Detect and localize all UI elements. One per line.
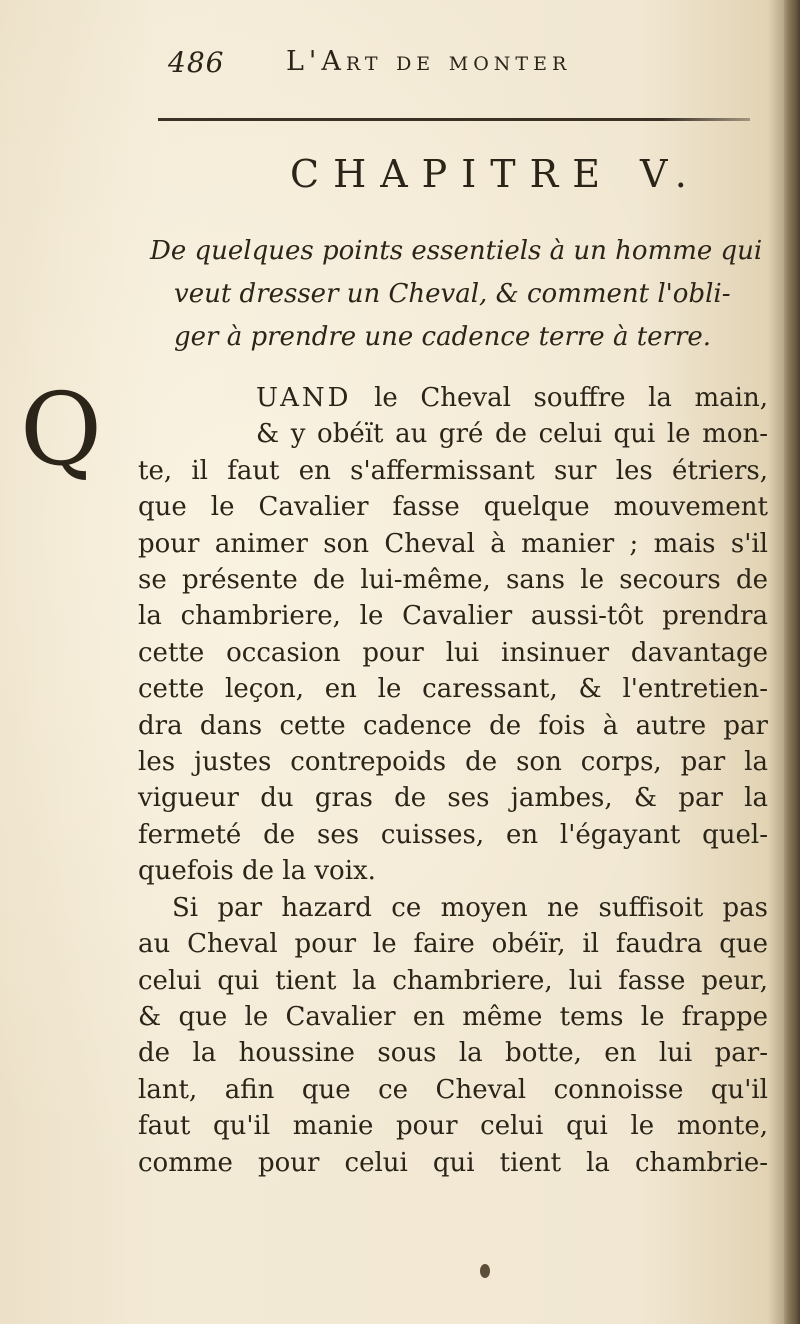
page-edge-shadow [784,0,800,1324]
summary-line: De quelques points essentiels à un homme qui [150,236,763,266]
text-line: la chambriere, le Cavalier aussi-tôt prendra [138,601,768,632]
body-text [138,380,768,1181]
running-head [160,42,680,92]
summary-line: veut dresser un Cheval, & comment l'obli- [174,279,731,309]
text-line: se présente de lui-même, sans le secours de [138,565,768,596]
text-line: que le Cavalier fasse quelque mouvement [138,492,768,523]
ornament-mark [480,1264,490,1278]
text-line: les justes contrepoids de son corps, par la [138,747,768,778]
drop-cap: Q [20,371,102,488]
first-word: UAND [256,383,352,413]
summary-line: ger à prendre une cadence terre à terre. [174,322,712,352]
text-line: cette leçon, en le caressant, & l'entretien- [138,674,768,705]
text-line: de la houssine sous la botte, en lui par- [138,1038,768,1069]
text-line: Si par hazard ce moyen ne suffisoit pas [172,892,768,923]
text-line: comme pour celui qui tient la chambrie- [138,1147,768,1178]
text-line: te, il faut en s'affermissant sur les étriers, [138,455,768,486]
text-line [138,380,768,416]
text-line: celui qui tient la chambriere, lui fasse peur, [138,965,768,996]
text-line: & y obéït au gré de celui qui le mon- [256,419,768,450]
text-line: faut qu'il manie pour celui qui le monte, [138,1111,768,1142]
text-line: quefois de la voix. [138,856,376,887]
text-line: fermeté de ses cuisses, en l'égayant quel- [138,819,768,850]
text-line: pour animer son Cheval à manier ; mais s'il [138,528,768,559]
text-line: & que le Cavalier en même tems le frappe [138,1001,768,1032]
text-line: cette occasion pour lui insinuer davantage [138,637,768,668]
chapter-summary [150,230,770,359]
book-title: L'Art de monter [286,46,572,77]
text-line: dra dans cette cadence de fois à autre par [138,710,768,741]
text-line: vigueur du gras de ses jambes, & par la [138,783,768,814]
text-line: au Cheval pour le faire obéïr, il faudra que [138,929,768,960]
text-line-rest: le Cheval souffre la main, [374,383,768,413]
text-line: lant, afin que ce Cheval connoisse qu'il [138,1074,768,1105]
chapter-title: CHAPITRE V. [290,152,701,196]
header-rule [158,118,750,121]
page-number: 486 [168,46,225,79]
